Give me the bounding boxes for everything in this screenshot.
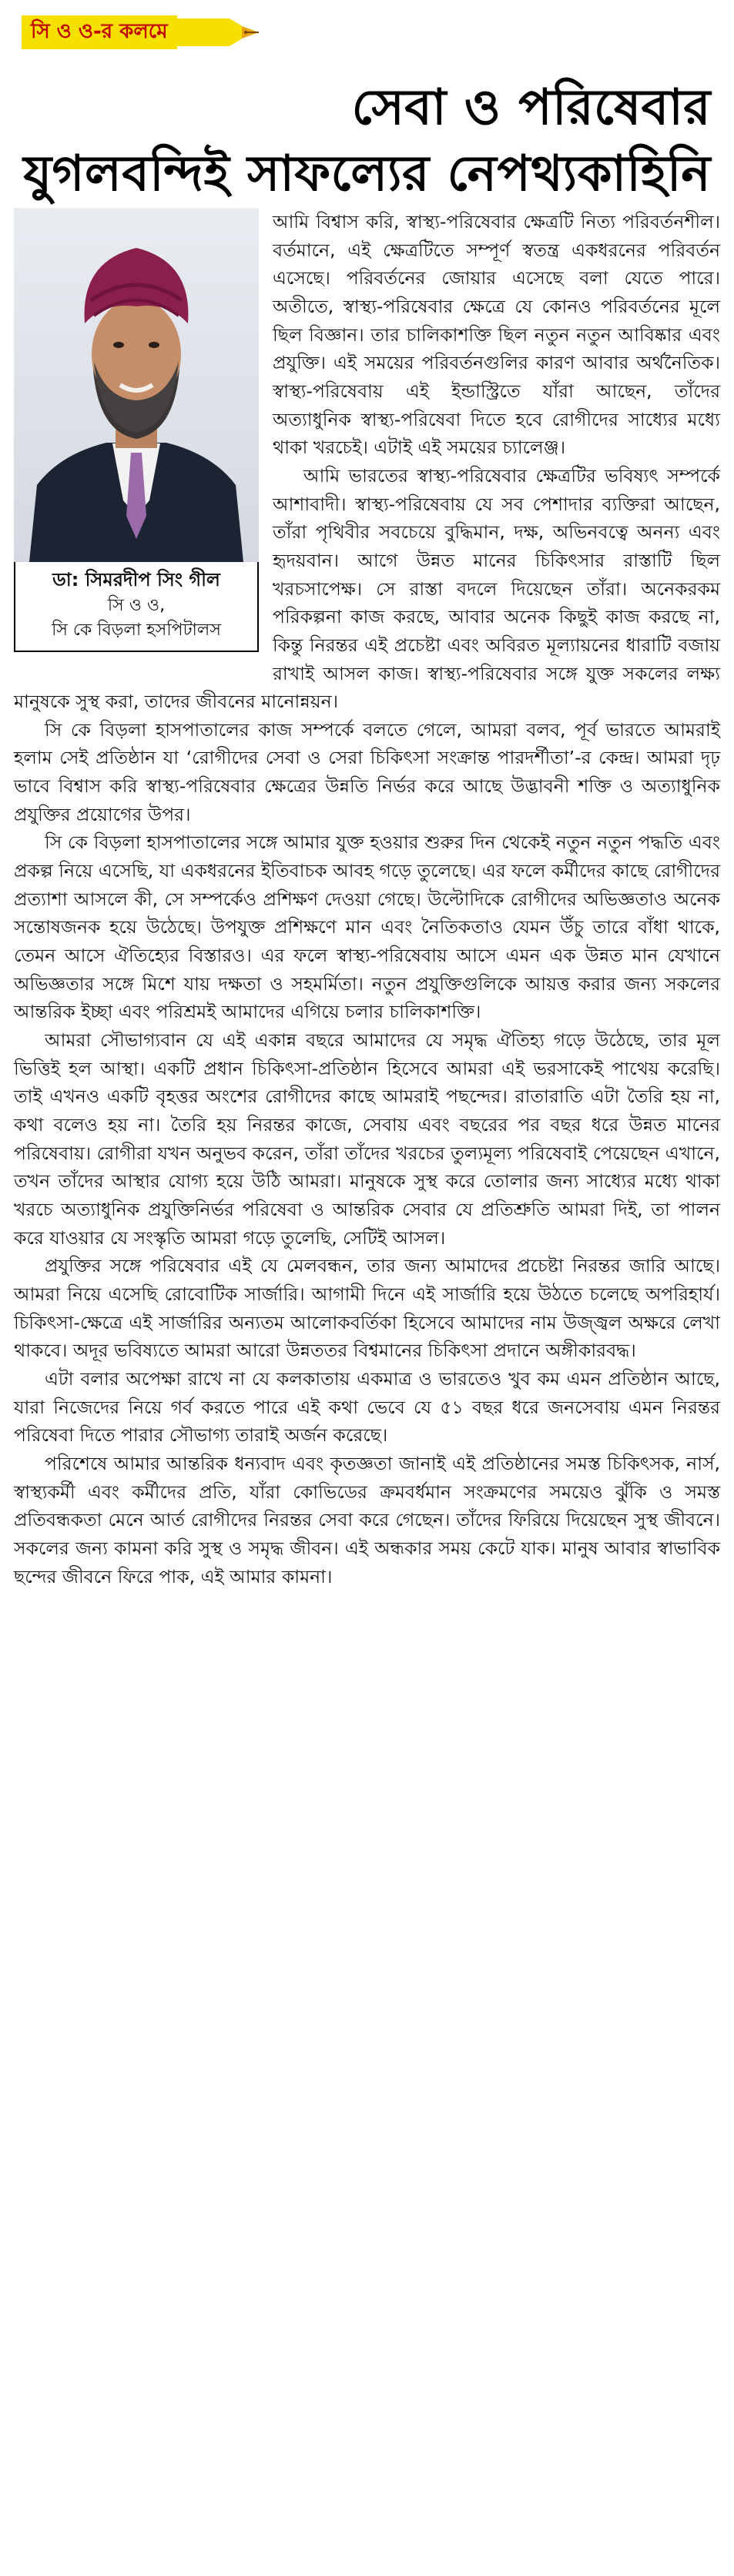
author-organization: সি কে বিড়লা হসপিটালস	[52, 620, 221, 640]
author-portrait-block	[14, 208, 259, 652]
headline-line-2: যুগলবন্দিই সাফল্যের নেপথ্যকাহিনি	[23, 146, 711, 203]
author-photo	[14, 208, 259, 562]
fountain-pen-icon	[176, 15, 260, 49]
paragraph-7: এটা বলার অপেক্ষা রাখে না যে কলকাতায় একমাত্র ও ভারতেও খুব কম এমন প্রতিষ্ঠান আছে, যারা নিজেদের নিয়ে গর্ব করতে পারে এই কথা ভেবে যে ৫১ বছর ধরে জনসেবায় এমন নিরন্তর পরিষেবা দিতে পারার সৌভাগ্য তারাই অর্জন করেছে।	[14, 1367, 720, 1447]
author-name: ডা: সিমরদীপ সিং গীল	[52, 569, 220, 590]
author-caption	[14, 562, 259, 652]
article-header	[14, 0, 720, 203]
paragraph-1: আমি বিশ্বাস করি, স্বাস্থ্য-পরিষেবার ক্ষেত্রটি নিত্য পরিবর্তনশীল। বর্তমানে, এই ক্ষেত্রটিতে সম্পূর্ণ স্বতন্ত্র একধরনের পরিবর্তন এসেছে। পরিবর্তনের জোয়ার এসেছে বলা যেতে পারে। অতীতে, স্বাস্থ্য-পরিষেবার ক্ষেত্রে যে কোনও পরিবর্তনের মূলে ছিল বিজ্ঞান। তার চালিকাশক্তি ছিল নতুন নতুন আবিষ্কার এবং প্রযুক্তি। এই সময়ের পরিবর্তনগুলির কারণ আবার অর্থনৈতিক। স্বাস্থ্য-পরিষেবায় এই ইন্ডাস্ট্রিতে যাঁরা আছেন, তাঁদের অত্যাধুনিক স্বাস্থ্য-পরিষেবা দিতে হবে রোগীদের সাধ্যের মধ্যে থাকা খরচেই। এটাই এই সময়ের চ্যালেঞ্জ।	[273, 211, 720, 459]
paragraph-2: আমি ভারতের স্বাস্থ্য-পরিষেবার ক্ষেত্রটির ভবিষ্যৎ সম্পর্কে আশাবাদী। স্বাস্থ্য-পরিষেবায় যে সব পেশাদার ব্যক্তিরা আছেন, তাঁরা পৃথিবীর সবচেয়ে বুদ্ধিমান, দক্ষ, অভিনবত্বে অনন্য এবং হৃদয়বান। আগে উন্নত মানের চিকিৎসার রাস্তাটি ছিল খরচসাপেক্ষ। সে রাস্তা বদলে দিয়েছেন তাঁরা। অনেকরকম পরিকল্পনা কাজ করছে, আবার অনেক কিছুই কাজ করছে না, কিন্তু নিরন্তর এই প্রচেষ্টা এবং অবিরত মূল্যায়নের ধারাটি বজায় রাখাই আসল কাজ। স্বাস্থ্য-পরিষেবার সঙ্গে যুক্ত সকলের লক্ষ্য মানুষকে সুস্থ করা, তাদের জীবনের মানোন্নয়ন।	[14, 464, 720, 713]
author-role: সি ও ও,	[107, 595, 166, 615]
column-tag: সি ও ও-র কলমে	[22, 15, 177, 49]
headline	[23, 75, 711, 208]
paragraph-8: পরিশেষে আমার আন্তরিক ধন্যবাদ এবং কৃতজ্ঞতা জানাই এই প্রতিষ্ঠানের সমস্ত চিকিৎসক, নার্স, স্বাস্থ্যকর্মী এবং কর্মীদের প্রতি, যাঁরা কোভিডের ক্রমবর্ধমান সংক্রমণের সময়েও ঝুঁকি ও সমস্ত প্রতিবন্ধকতা মেনে আর্ত রোগীদের নিরন্তর সেবা করে গেছেন। তাঁদের ফিরিয়ে দিয়েছেন সুস্থ জীবনে। সকলের জন্য কামনা করি সুস্থ ও সমৃদ্ধ জীবন। এই অন্ধকার সময় কেটে যাক। মানুষ আবার স্বাভাবিক ছন্দের জীবনে ফিরে পাক, এই আমার কামনা।	[14, 1452, 720, 1587]
headline-line-1: সেবা ও পরিষেবার	[351, 79, 711, 136]
paragraph-4: সি কে বিড়লা হাসপাতালের সঙ্গে আমার যুক্ত হওয়ার শুরুর দিন থেকেই নতুন নতুন পদ্ধতি এবং প্রকল্প নিয়ে এসেছি, যা একধরনের ইতিবাচক আবহ গড়ে তুলেছে। এর ফলে কর্মীদের কাছে রোগীদের প্রত্যাশা আসলে কী, সে সম্পর্কেও প্রশিক্ষণ দেওয়া গেছে। উল্টোদিকে রোগীদের অভিজ্ঞতাও অনেক সন্তোষজনক হয়ে উঠেছে। উপযুক্ত প্রশিক্ষণে মান এবং নৈতিকতাও যেমন উঁচু তারে বাঁধা থাকে, তেমন আসে ঐতিহ্যের বিস্তারও। এর ফলে স্বাস্থ্য-পরিষেবায় আসে এমন এক উন্নত মান যেখানে অভিজ্ঞতার সঙ্গে মিশে যায় দক্ষতা ও সহমর্মিতা। নতুন প্রযুক্তিগুলিকে আয়ত্ত করার জন্য সকলের আন্তরিক ইচ্ছা এবং পরিশ্রমই আমাদের এগিয়ে চলার চালিকাশক্তি।	[14, 831, 720, 1023]
column-tag-wrap	[22, 15, 260, 49]
paragraph-6: প্রযুক্তির সঙ্গে পরিষেবার এই যে মেলবন্ধন, তার জন্য আমাদের প্রচেষ্টা নিরন্তর জারি আছে। আমরা নিয়ে এসেছি রোবোটিক সার্জারি। আগামী দিনে এই সার্জারি হয়ে উঠতে চলেছে অপরিহার্য। চিকিৎসা-ক্ষেত্রে এই সার্জারির অন্যতম আলোকবর্তিকা হিসেবে আমাদের নাম উজ্জ্বল অক্ষরে লেখা থাকবে। অদূর ভবিষ্যতে আমরা আরো উন্নততর বিশ্বমানের চিকিৎসা প্রদানে অঙ্গীকারবদ্ধ।	[14, 1255, 720, 1362]
article-body	[14, 208, 720, 1591]
paragraph-5: আমরা সৌভাগ্যবান যে এই একান্ন বছরে আমাদের যে সমৃদ্ধ ঐতিহ্য গড়ে উঠেছে, তার মূল ভিত্তিই হল আস্থা। একটি প্রধান চিকিৎসা-প্রতিষ্ঠান হিসেবে আমরা এই ভরসাকেই পাথেয় করেছি। তাই এখনও একটি বৃহত্তর অংশের রোগীদের কাছে আমরাই পছন্দের। রাতারাতি এটা তৈরি হয় না, কথা বলেও হয় না। তৈরি হয় নিরন্তর কাজে, সেবায় এবং বছরের পর বছর ধরে উন্নত মানের পরিষেবায়। রোগীরা যখন অনুভব করেন, তাঁরা তাঁদের খরচের তুল্যমূল্য পরিষেবাই পেয়েছেন এখানে, তখন তাঁদের আস্থার যোগ্য হয়ে উঠি আমরা। মানুষকে সুস্থ করে তোলার জন্য সাধ্যের মধ্যে থাকা খরচে অত্যাধুনিক প্রযুক্তিনির্ভর পরিষেবা ও আন্তরিক সেবার যে প্রতিশ্রুতি আমরা দিই, তা পালন করে যাওয়ার যে সংস্কৃতি আমরা গড়ে তুলেছি, সেটিই আসল।	[14, 1029, 720, 1249]
paragraph-3: সি কে বিড়লা হাসপাতালের কাজ সম্পর্কে বলতে গেলে, আমরা বলব, পূর্ব ভারতে আমরাই হলাম সেই প্রতিষ্ঠান যা ‘রোগীদের সেবা ও সেরা চিকিৎসা সংক্রান্ত পারদর্শীতা’-র কেন্দ্র। আমরা দৃঢ় ভাবে বিশ্বাস করি স্বাস্থ্য-পরিষেবার ক্ষেত্রের উন্নতি নির্ভর করে আছে উদ্ভাবনী শক্তি ও অত্যাধুনিক প্রযুক্তির প্রয়োগের উপর।	[14, 718, 720, 825]
